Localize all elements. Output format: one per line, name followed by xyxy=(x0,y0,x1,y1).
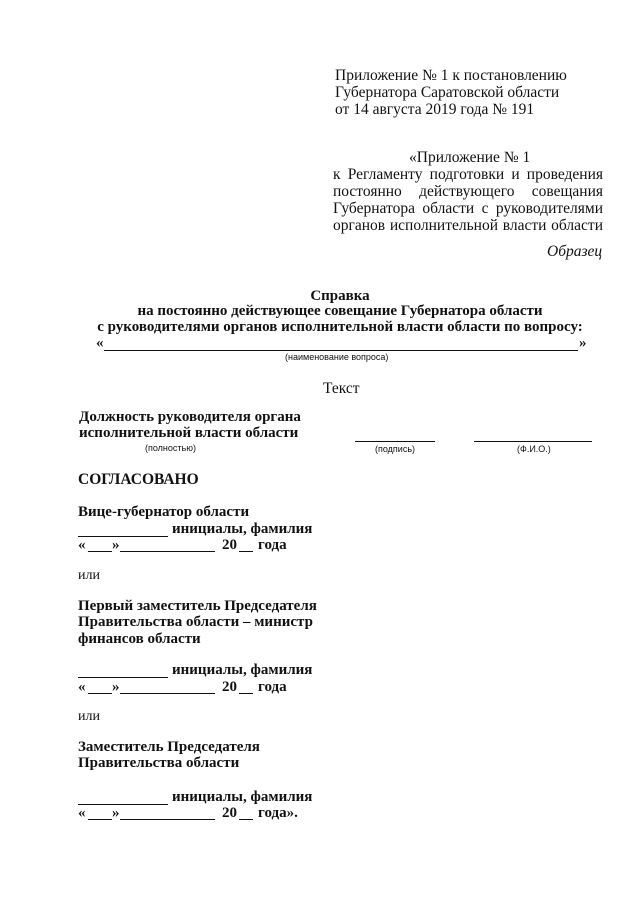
title-line-1: Справка xyxy=(310,288,370,304)
block3-month-line xyxy=(120,819,215,820)
block2-year-prefix: 20 xyxy=(222,679,237,695)
block1-initials: инициалы, фамилия xyxy=(172,521,313,537)
question-blank-line xyxy=(104,350,578,351)
block2-initials-line xyxy=(78,677,168,678)
question-open-quote: « xyxy=(96,335,104,351)
block3-title-line-2: Правительства области xyxy=(78,755,240,771)
regulation-line-2: к Регламенту подготовки и проведения xyxy=(333,166,603,183)
block3-title-line-1: Заместитель Председателя xyxy=(78,739,260,755)
block2-year-line xyxy=(239,693,253,694)
block1-year-line xyxy=(239,551,253,552)
block1-initials-line xyxy=(78,536,168,537)
block1-date-close-quote: » xyxy=(112,537,120,553)
block3-date-close-quote: » xyxy=(112,805,120,821)
block2-title-line-3: финансов области xyxy=(78,631,201,647)
block1-year-prefix: 20 xyxy=(222,537,237,553)
block3-year-suffix: года». xyxy=(258,805,298,821)
sample-label: Образец xyxy=(547,243,603,260)
block3-initials-line xyxy=(78,804,168,805)
position-caption: (полностью) xyxy=(145,443,196,453)
body-text: Текст xyxy=(323,380,360,397)
regulation-line-4: Губернатора области с руководителями xyxy=(333,200,603,217)
regulation-line-5: органов исполнительной власти области xyxy=(333,217,603,234)
block2-date-open-quote: « xyxy=(78,679,86,695)
title-line-3: с руководителями органов исполнительной власти области по вопросу: xyxy=(97,319,583,335)
block1-title-line-1: Вице-губернатор области xyxy=(78,504,250,520)
block1-day-line xyxy=(88,551,112,552)
full-name-line xyxy=(474,441,592,442)
block3-day-line xyxy=(88,819,112,820)
regulation-line-1: «Приложение № 1 xyxy=(409,149,531,166)
full-name-caption: (Ф.И.О.) xyxy=(517,444,551,454)
position-line-2: исполнительной власти области xyxy=(79,425,299,441)
block2-date-close-quote: » xyxy=(112,679,120,695)
block2-year-suffix: года xyxy=(258,679,287,695)
block2-title-line-2: Правительства области – министр xyxy=(78,614,313,630)
question-caption: (наименование вопроса) xyxy=(285,352,389,362)
regulation-line-3: постоянно действующего совещания xyxy=(333,183,603,200)
block3-initials: инициалы, фамилия xyxy=(172,789,313,805)
appendix-line-1: Приложение № 1 к постановлению xyxy=(335,67,567,84)
block2-title-line-1: Первый заместитель Председателя xyxy=(78,598,317,614)
signature-line xyxy=(355,441,435,442)
appendix-line-3: от 14 августа 2019 года № 191 xyxy=(335,101,535,118)
block3-year-line xyxy=(239,819,253,820)
approval-heading: СОГЛАСОВАНО xyxy=(78,471,199,488)
block1-date-open-quote: « xyxy=(78,537,86,553)
block3-year-prefix: 20 xyxy=(222,805,237,821)
title-line-2: на постоянно действующее совещание Губернатора области xyxy=(137,303,543,319)
or-text-2: или xyxy=(78,709,100,724)
question-close-quote: » xyxy=(579,335,587,351)
block1-month-line xyxy=(120,551,215,552)
block2-day-line xyxy=(88,693,112,694)
or-text-1: или xyxy=(78,568,100,583)
block2-initials: инициалы, фамилия xyxy=(172,662,313,678)
signature-caption: (подпись) xyxy=(375,444,416,454)
position-line-1: Должность руководителя органа xyxy=(79,409,301,425)
block1-year-suffix: года xyxy=(258,537,287,553)
block2-month-line xyxy=(120,693,215,694)
block3-date-open-quote: « xyxy=(78,805,86,821)
appendix-line-2: Губернатора Саратовской области xyxy=(335,84,560,101)
